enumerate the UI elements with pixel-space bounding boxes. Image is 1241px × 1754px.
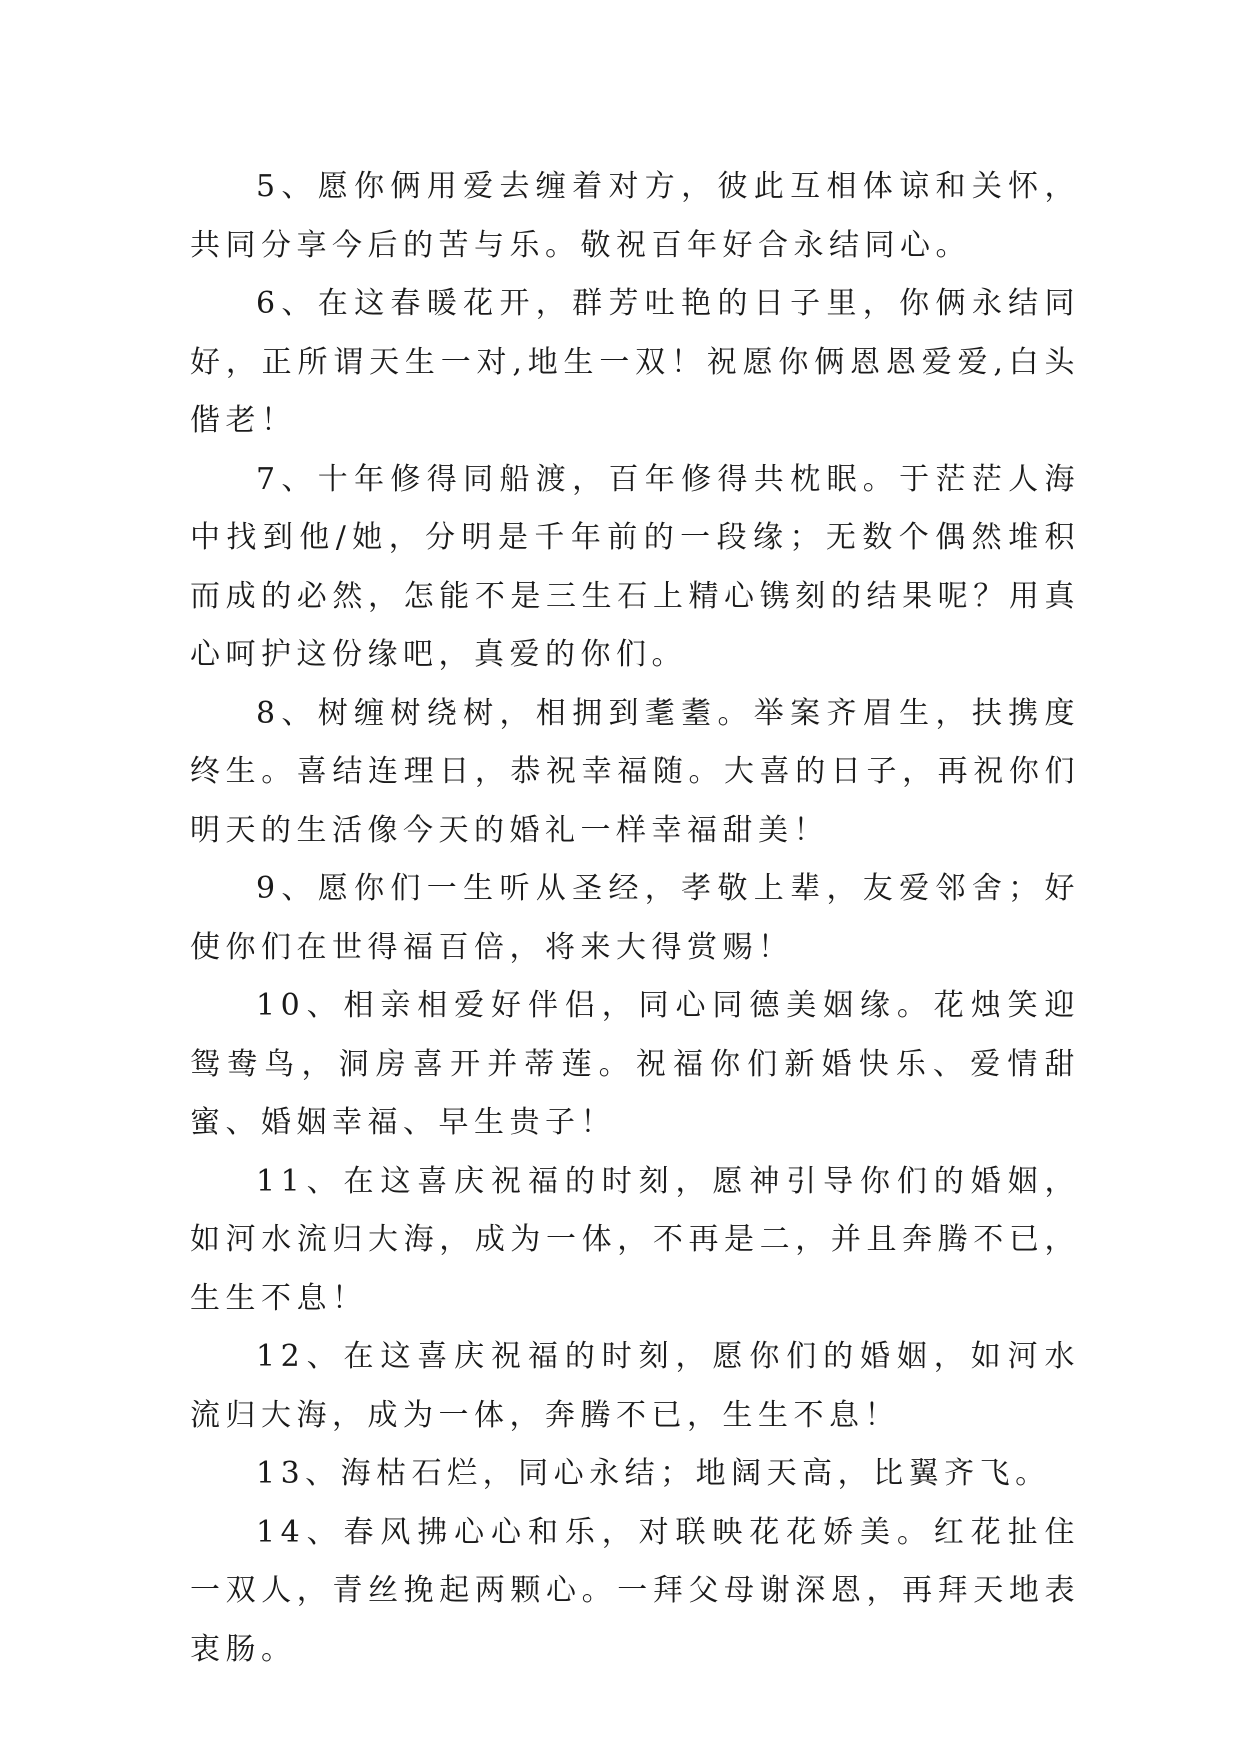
paragraph-10: 10、相亲相爱好伴侣，同心同德美姻缘。花烛笑迎鸳鸯鸟，洞房喜开并蒂莲。祝福你们新婚快乐、爱情甜蜜、婚姻幸福、早生贵子！ (190, 988, 1080, 1140)
paragraph-11: 11、在这喜庆祝福的时刻，愿神引导你们的婚姻，如河水流归大海，成为一体，不再是二，并且奔腾不已，生生不息！ (190, 1163, 1080, 1316)
document-body (190, 158, 1080, 1679)
paragraph-12: 12、在这喜庆祝福的时刻，愿你们的婚姻，如河水流归大海，成为一体，奔腾不已，生生不息！ (190, 1339, 1080, 1433)
paragraph-9: 9、愿你们一生听从圣经，孝敬上辈，友爱邻舍；好使你们在世得福百倍，将来大得赏赐！ (190, 871, 1080, 965)
paragraph-6: 6、在这春暖花开，群芳吐艳的日子里，你俩永结同好，正所谓天生一对,地生一双！祝愿你俩恩恩爱爱,白头偕老！ (190, 286, 1080, 438)
paragraph-8: 8、树缠树绕树，相拥到耄耋。举案齐眉生，扶携度终生。喜结连理日，恭祝幸福随。大喜的日子，再祝你们明天的生活像今天的婚礼一样幸福甜美！ (190, 695, 1080, 848)
paragraph-14: 14、春风拂心心和乐，对联映花花娇美。红花扯住一双人，青丝挽起两颗心。一拜父母谢深恩，再拜天地表衷肠。 (190, 1514, 1080, 1667)
paragraph-13: 13、海枯石烂，同心永结；地阔天高，比翼齐飞。 (256, 1456, 1051, 1491)
paragraph-5: 5、愿你俩用爱去缠着对方，彼此互相体谅和关怀，共同分享今后的苦与乐。敬祝百年好合永结同心。 (190, 169, 1080, 263)
paragraph-7: 7、十年修得同船渡，百年修得共枕眠。于茫茫人海中找到他/她，分明是千年前的一段缘；无数个偶然堆积而成的必然，怎能不是三生石上精心镌刻的结果呢？用真心呵护这份缘吧，真爱的你们。 (190, 461, 1080, 672)
